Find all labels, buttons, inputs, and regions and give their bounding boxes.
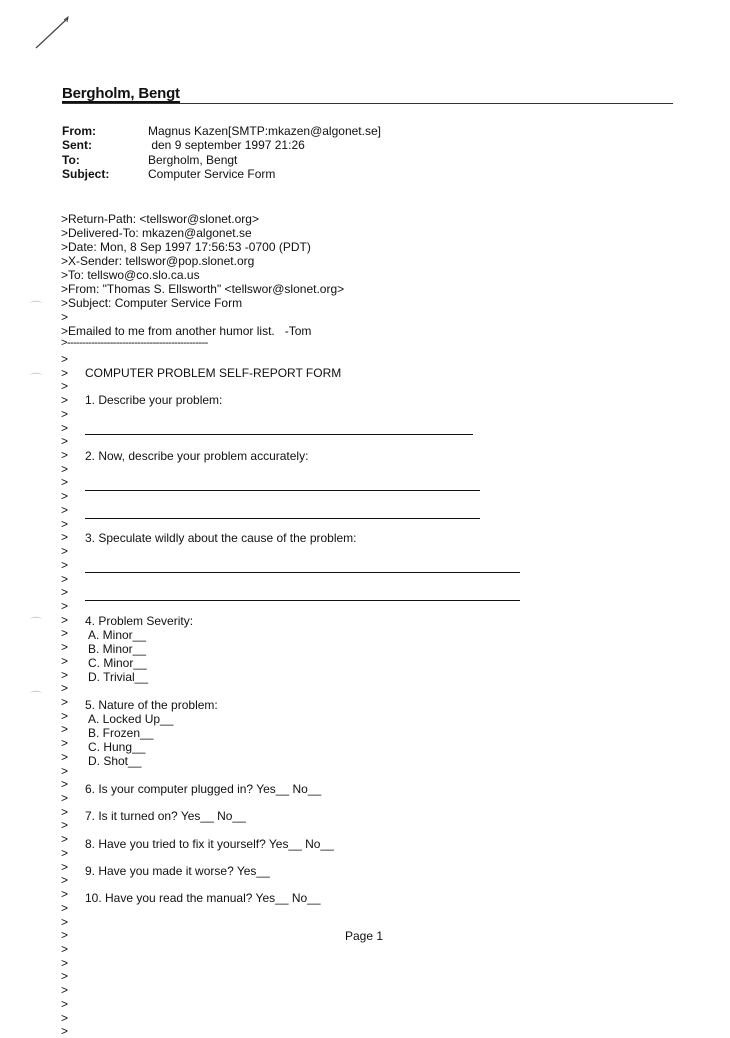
meta-value: Magnus Kazen[SMTP:mkazen@algonet.se] (148, 124, 381, 138)
quote-marker: > (61, 1024, 69, 1038)
severity-option[interactable]: C. Minor__ (88, 656, 147, 670)
nature-option[interactable]: D. Shot__ (88, 754, 142, 768)
question-2: 2. Now, describe your problem accurately: (85, 449, 309, 463)
question-6: 6. Is your computer plugged in? Yes__ No__ (85, 782, 322, 796)
scan-artifact-mark: ⌒ (30, 300, 43, 314)
question-8: 8. Have you tried to fix it yourself? Yes__ No__ (85, 837, 334, 851)
meta-label: From: (62, 124, 96, 138)
quote-marker: > (61, 640, 69, 655)
quote-marker: > (61, 1010, 69, 1025)
quote-marker: > (61, 763, 69, 778)
scan-artifact-mark: ⌒ (30, 372, 43, 386)
answer-line[interactable] (85, 600, 520, 601)
quote-marker: > (61, 873, 69, 888)
forwarded-header-line: >Date: Mon, 8 Sep 1997 17:56:53 -0700 (PDT) (61, 240, 311, 254)
question-9: 9. Have you made it worse? Yes__ (85, 864, 270, 878)
quote-marker: > (61, 612, 69, 627)
quote-marker: > (61, 585, 69, 600)
question-1: 1. Describe your problem: (85, 393, 223, 407)
nature-option[interactable]: C. Hung__ (88, 740, 146, 754)
form-title: COMPUTER PROBLEM SELF-REPORT FORM (85, 366, 342, 380)
quote-marker: > (61, 708, 69, 723)
quote-marker: > (61, 900, 69, 915)
question-3: 3. Speculate wildly about the cause of the problem: (85, 531, 357, 545)
question-7: 7. Is it turned on? Yes__ No__ (85, 809, 246, 823)
forwarded-header-line: >X-Sender: tellswor@pop.slonet.org (61, 254, 255, 268)
meta-from (62, 124, 381, 138)
meta-to (62, 153, 381, 167)
meta-value: den 9 september 1997 21:26 (148, 138, 305, 153)
severity-option[interactable]: B. Minor__ (88, 642, 147, 656)
quote-marker: > (61, 406, 69, 421)
quote-marker: > (61, 832, 69, 847)
email-meta (62, 124, 381, 181)
quote-marker: > (61, 791, 69, 806)
meta-label: Subject: (62, 166, 110, 181)
quote-marker: > (61, 736, 69, 751)
forwarded-header-line: >Return-Path: <tellswor@slonet.org> (61, 212, 259, 226)
meta-sent (62, 138, 381, 152)
severity-option[interactable]: D. Trivial__ (88, 670, 149, 684)
quote-marker: > (61, 859, 69, 874)
severity-option[interactable]: A. Minor__ (88, 628, 147, 642)
nature-option[interactable]: A. Locked Up__ (88, 712, 174, 726)
separator-line: >---------------------------------------------- (61, 337, 208, 349)
header-rule (62, 103, 673, 104)
forwarded-header-line: >To: tellswo@co.slo.ca.us (61, 268, 200, 282)
quote-marker: > (61, 818, 69, 833)
quote-marker: > (61, 804, 69, 819)
meta-value: Bergholm, Bengt (148, 152, 238, 167)
question-4: 4. Problem Severity: (85, 614, 194, 628)
quote-marker: > (61, 695, 69, 709)
quote-marker: > (61, 887, 69, 902)
quote-marker: > (61, 544, 69, 559)
quote-marker: > (61, 983, 69, 998)
quote-marker: > (61, 557, 69, 572)
quote-marker: > (61, 722, 69, 737)
quote-marker: > (61, 516, 69, 531)
quote-marker: > (61, 420, 69, 435)
quote-marker: > (61, 845, 69, 860)
page-number: Page 1 (345, 929, 384, 943)
forwarded-header-line: >Delivered-To: mkazen@algonet.se (61, 226, 252, 240)
quote-marker: > (61, 928, 69, 943)
pen-stroke-mark (30, 14, 74, 54)
answer-line[interactable] (85, 518, 480, 519)
question-5: 5. Nature of the problem: (85, 698, 218, 712)
meta-value: Computer Service Form (148, 166, 276, 181)
quote-marker: > (61, 489, 69, 504)
quote-marker: > (61, 379, 69, 394)
answer-line[interactable] (85, 572, 520, 573)
quote-marker: > (61, 502, 69, 517)
forwarded-header-line: >Emailed to me from another humor list. -Tom (61, 324, 312, 338)
quote-marker: > (61, 475, 69, 490)
forwarded-header-line: >Subject: Computer Service Form (61, 296, 243, 310)
scan-artifact-mark: ⌒ (30, 616, 43, 630)
quote-marker: > (61, 777, 69, 792)
quote-marker: > (61, 914, 69, 929)
meta-label: Sent: (62, 138, 92, 153)
quote-marker: > (61, 448, 69, 463)
quote-marker: > (61, 667, 69, 682)
quote-marker: > (61, 434, 69, 449)
question-10: 10. Have you read the manual? Yes__ No__ (85, 891, 321, 905)
quote-marker: > (61, 365, 69, 380)
quote-marker: > (61, 626, 69, 641)
quote-marker: > (61, 681, 69, 696)
forwarded-header-line: > (61, 310, 69, 324)
meta-label: To: (62, 152, 80, 167)
forwarded-header-line: >From: "Thomas S. Ellsworth" <tellswor@slonet.org> (61, 282, 345, 296)
quote-marker: > (61, 955, 69, 970)
quote-marker: > (61, 530, 69, 545)
quote-marker: > (61, 749, 69, 764)
scan-artifact-mark: ⌒ (30, 690, 43, 704)
nature-option[interactable]: B. Frozen__ (88, 726, 154, 740)
answer-line[interactable] (85, 490, 480, 491)
answer-line[interactable] (85, 434, 473, 435)
meta-subject (62, 167, 381, 181)
quote-marker: > (61, 653, 69, 668)
quote-marker: > (61, 969, 69, 984)
quote-marker: > (61, 996, 69, 1011)
quote-marker: > (61, 571, 69, 586)
sender-name: Bergholm, Bengt (62, 85, 180, 102)
quote-marker: > (61, 461, 69, 476)
quote-marker: > (61, 598, 69, 613)
quote-marker: > (61, 352, 69, 366)
quote-marker: > (61, 393, 69, 408)
quote-marker: > (61, 941, 69, 956)
